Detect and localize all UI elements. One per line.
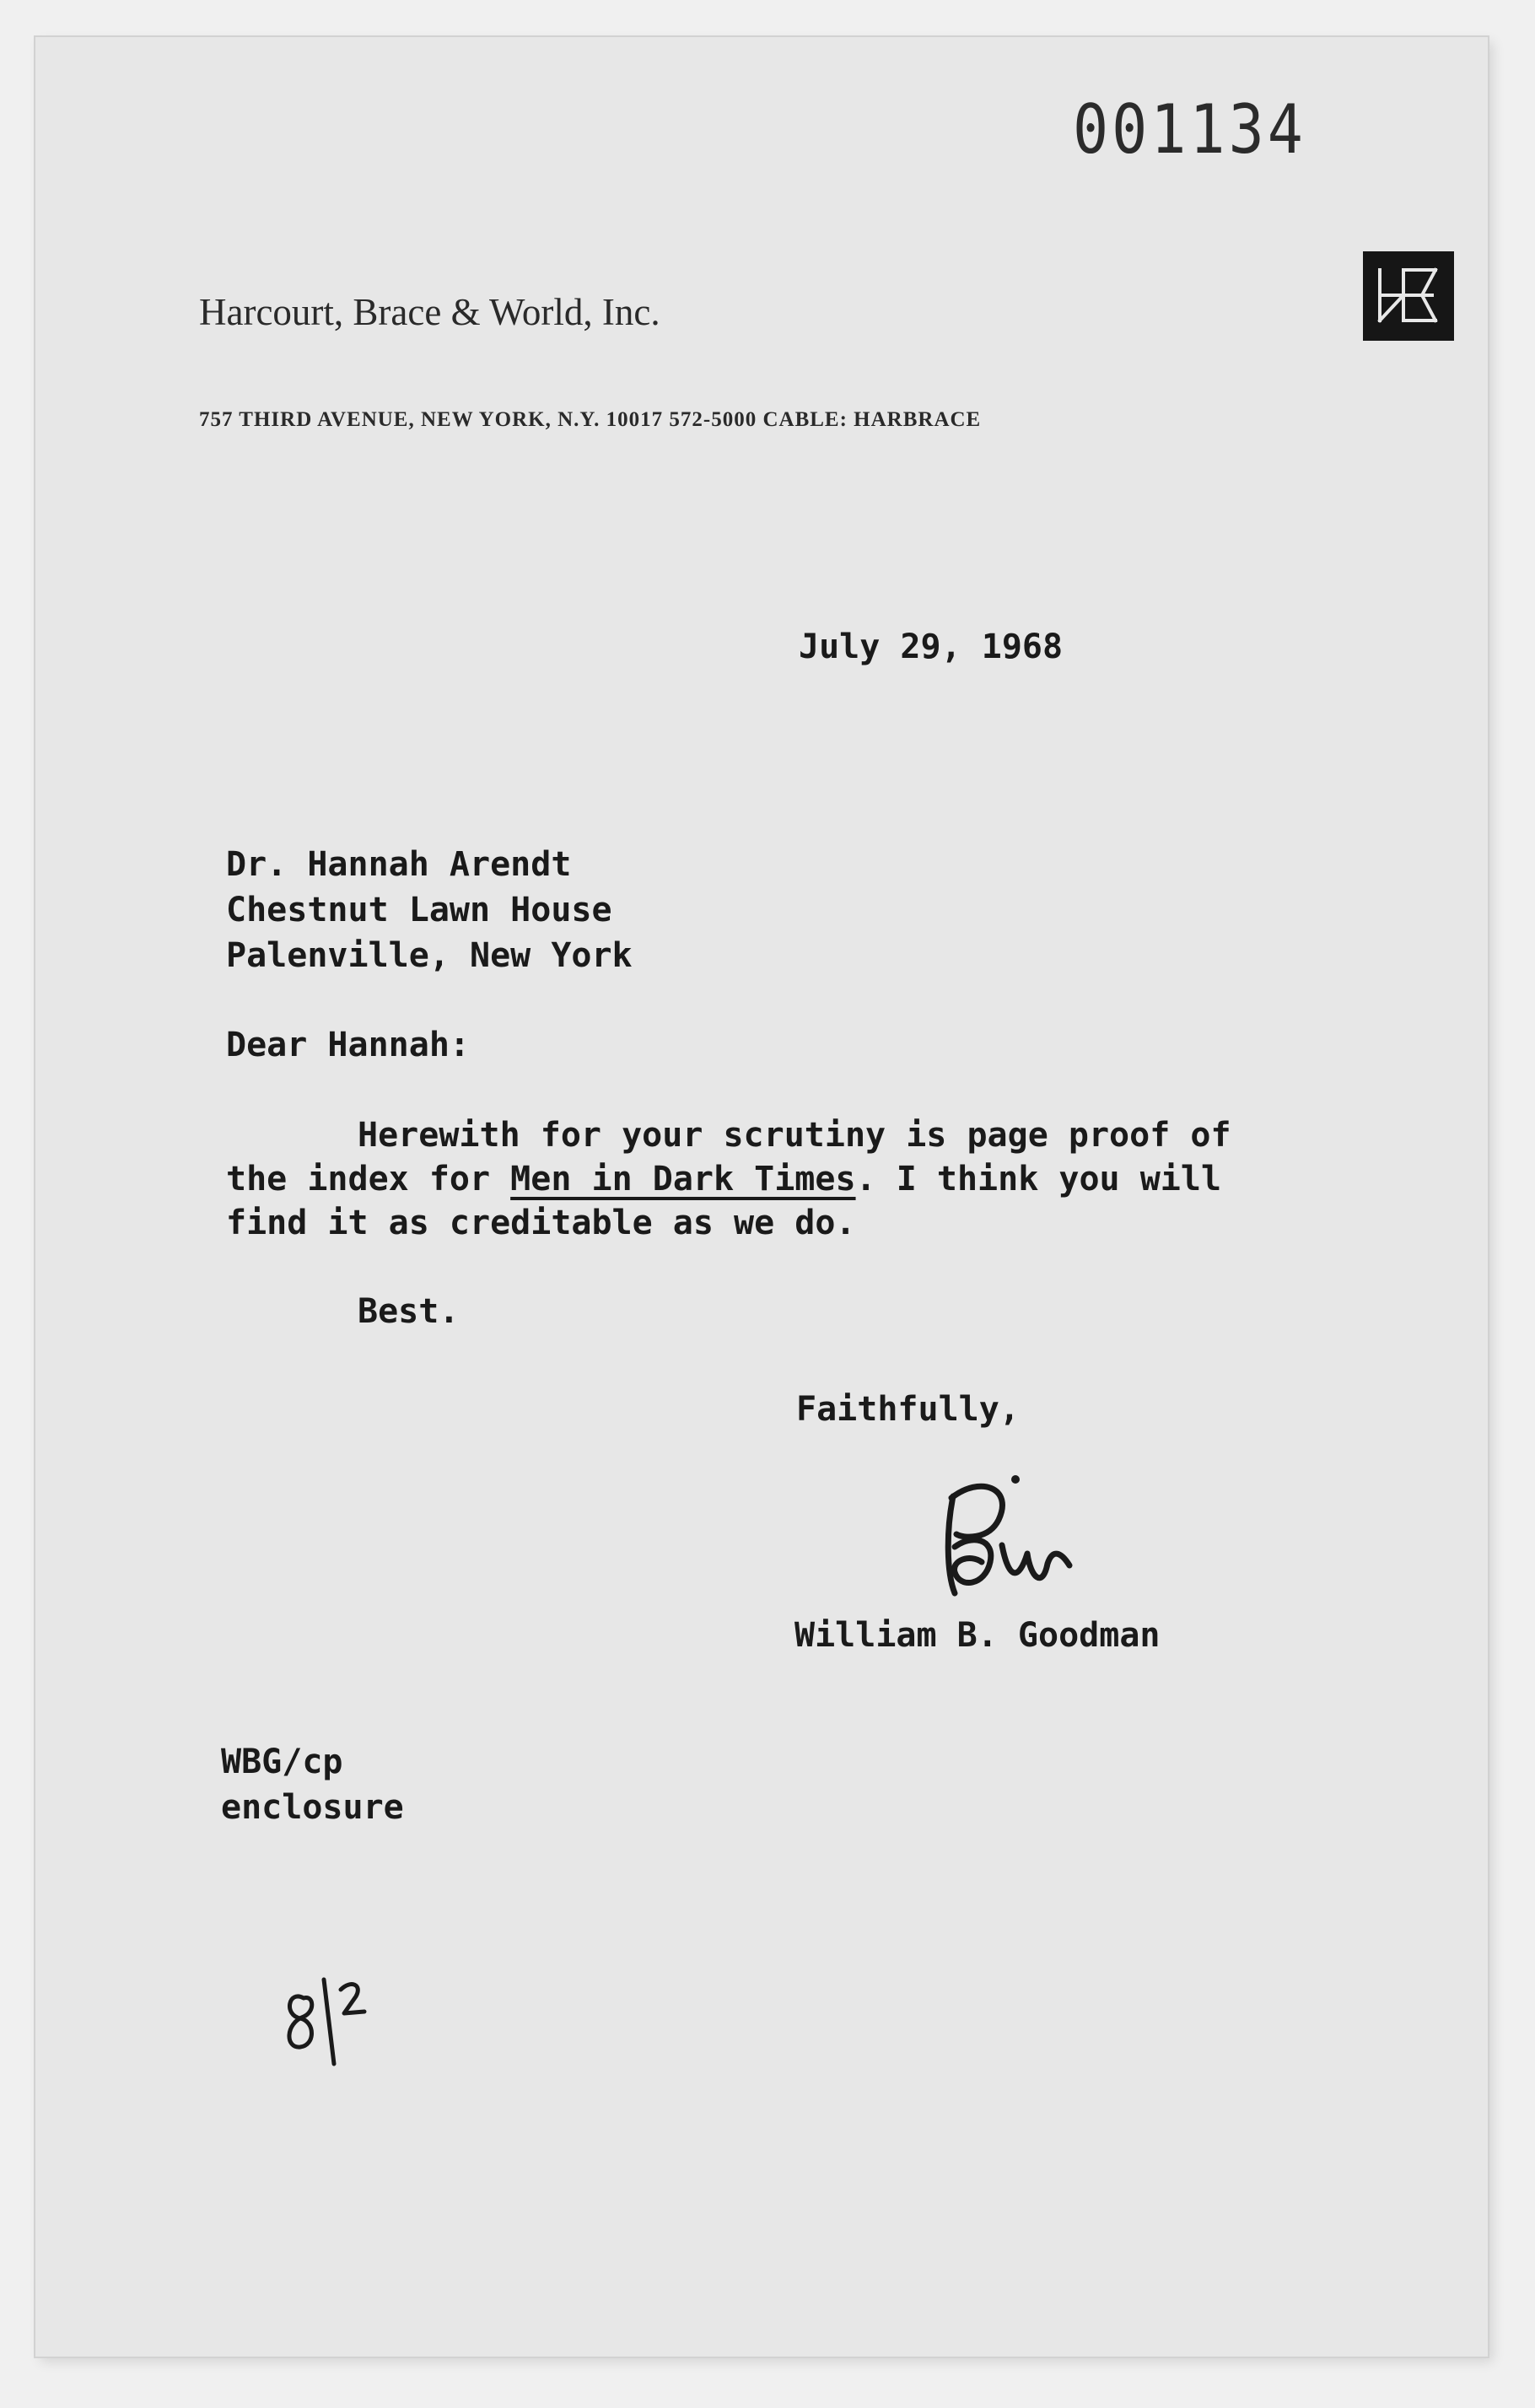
recipient-address-line-3: Palenville, New York: [226, 936, 633, 975]
letter-page: [35, 37, 1488, 2357]
signer-name: William B. Goodman: [794, 1616, 1161, 1655]
letter-date: July 29, 1968: [799, 628, 1064, 666]
hbw-monogram-logo-icon: [1363, 251, 1454, 341]
recipient-address: [226, 842, 633, 978]
sign-off: Best.: [358, 1292, 460, 1331]
handwritten-signature: [921, 1454, 1090, 1606]
salutation: Dear Hannah:: [226, 1026, 470, 1064]
closing: Faithfully,: [796, 1390, 1020, 1429]
handwritten-note: [263, 1964, 398, 2099]
book-title: Men in Dark Times: [510, 1160, 856, 1199]
body-line-2-suffix: . I think you will: [855, 1160, 1222, 1199]
recipient-name: Dr. Hannah Arendt: [226, 845, 572, 884]
reference-initials: WBG/cp: [221, 1743, 343, 1781]
enclosure-note: enclosure: [221, 1788, 404, 1827]
body-line-2: [226, 1157, 1231, 1201]
body-line-2-prefix: the index for: [226, 1160, 511, 1199]
company-address: 757 THIRD AVENUE, NEW YORK, N.Y. 10017 572-5000 CABLE: HARBRACE: [199, 408, 982, 431]
body-line-1: Herewith for your scrutiny is page proof of: [358, 1116, 1231, 1155]
archive-number-stamp: 001134: [1073, 89, 1306, 170]
recipient-address-line-2: Chestnut Lawn House: [226, 891, 612, 929]
letter-body: [226, 1113, 1231, 1245]
company-name: Harcourt, Brace & World, Inc.: [199, 291, 660, 333]
reference-block: [221, 1739, 404, 1830]
body-line-3: find it as creditable as we do.: [226, 1204, 856, 1242]
